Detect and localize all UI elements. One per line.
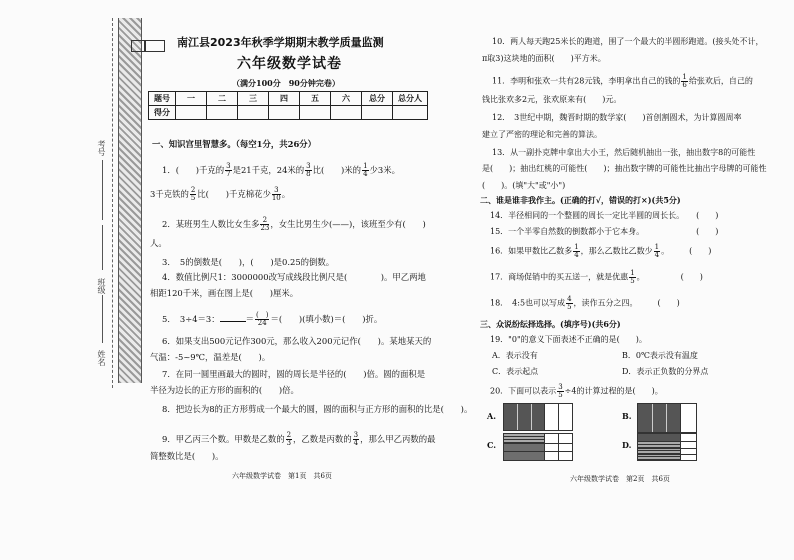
question-13-cont: 是( )；抽出红桃的可能性( )；抽出数字牌的可能性比抽出字母牌的可能性 (482, 164, 767, 173)
fraction: $\frac{4}{5}$ (567, 295, 572, 311)
score-table (148, 91, 428, 120)
score-cell[interactable] (300, 106, 331, 120)
fraction: $\frac{3}{8}$ (306, 162, 311, 178)
question-15: 15．一个半零自然数的倒数都小于它本身。 ( ) (490, 227, 719, 236)
divider (638, 448, 696, 449)
binding-strip (118, 18, 142, 383)
question-7-cont: 半径为边长的正方形的面积的( )倍。 (150, 385, 299, 395)
score-header-cell: 二 (207, 92, 238, 106)
text: 3千克铁的 (150, 189, 189, 199)
option-d-label[interactable]: D. (622, 440, 632, 450)
question-10-cont: π取3)这块地的面积( )平方米。 (482, 54, 606, 63)
corner-box (145, 40, 165, 52)
question-13-cont2: ( )。(填"大"或"小") (482, 181, 566, 190)
score-cell[interactable] (362, 106, 393, 120)
question-7: 7．在同一圆里画最大的圆时，圆的周长是半径的( )倍。圆的面积是 (162, 369, 426, 379)
score-cell[interactable] (176, 106, 207, 120)
binding-label-class: 班级 (97, 278, 106, 294)
text: 。 ( ) (661, 246, 712, 256)
divider (680, 434, 681, 460)
exam-title: 南江县2023年秋季学期期末教学质量监测 (177, 36, 384, 49)
divider (680, 404, 681, 432)
option-19b[interactable]: B．0℃表示没有温度 (622, 351, 698, 360)
text: 20．下面可以表示 (490, 386, 557, 396)
text: 比( )米的 (312, 165, 362, 175)
section-3-heading: 三、众说纷纭择选择。(填序号)(共6分) (480, 319, 621, 329)
fraction: $\frac{3}{7}$ (226, 162, 231, 178)
question-11-cont: 钱比张欢多2元，张欢原来有( )元。 (482, 95, 622, 104)
fraction: $\frac{3}{4}$ (353, 431, 359, 447)
score-cell[interactable] (207, 106, 238, 120)
score-header-cell: 三 (238, 92, 269, 106)
score-cell[interactable] (238, 106, 269, 120)
question-16 (490, 244, 711, 259)
fraction: $\frac{2}{3}$ (286, 431, 292, 447)
fraction: $\frac{( )}{24}$ (256, 311, 269, 327)
fraction: $\frac{2}{5}$ (190, 186, 196, 202)
text: 。 ( ) (636, 272, 703, 282)
fraction: $\frac{1}{4}$ (574, 243, 579, 259)
fraction: $\frac{1}{5}$ (630, 269, 635, 285)
text: ，读作五分之四。 ( ) (573, 298, 680, 308)
divider (652, 404, 653, 432)
question-1 (162, 163, 400, 178)
divider (517, 404, 518, 430)
option-a-diagram[interactable] (503, 403, 573, 431)
text: ＝( )(填小数)＝( )折。 (270, 314, 383, 324)
question-2-cont: 人。 (150, 238, 167, 248)
shade (638, 441, 680, 460)
question-4-cont: 相距120千米，画在图上是( )厘米。 (150, 288, 299, 298)
text: 少3米。 (369, 165, 400, 175)
option-b-diagram[interactable] (637, 403, 697, 433)
exam-subtitle: 六年级数学试卷 (237, 56, 342, 72)
text: ，乙数是丙数的 (293, 434, 352, 444)
option-b-label[interactable]: B. (622, 411, 632, 421)
score-header-cell: 总分 (362, 92, 393, 106)
section-1-heading: 一、知识宫里智慧多。（每空1分，共26分） (152, 139, 317, 149)
question-4: 4．数值比例尺1：3000000改写成线段比例尺是( )。甲乙两地 (162, 272, 426, 282)
score-header-cell: 六 (331, 92, 362, 106)
score-header-cell: 题号 (149, 92, 176, 106)
text: 。 (281, 189, 291, 199)
section-2-heading: 二、谁是谁非我作主。(正确的打√，错误的打×)(共5分) (480, 195, 681, 205)
fraction: $\frac{3}{5}$ (558, 383, 563, 399)
divider (544, 404, 545, 430)
question-20 (490, 384, 663, 399)
text: 5． 3÷4＝3： (162, 314, 220, 324)
shade (504, 404, 544, 430)
question-18 (490, 296, 680, 311)
question-17 (490, 270, 703, 285)
question-10: 10．两人每天跑25米长的跑道，围了一个最大的半圆形跑道。(接头处不计， (492, 37, 764, 46)
shade (638, 434, 680, 441)
binding-label-name: 姓名 (97, 350, 106, 366)
question-11 (492, 74, 753, 89)
score-note: （满分100分 90分钟完卷） (232, 78, 340, 88)
question-3: 3． 5的倒数是( )，( )是0.25的倒数。 (162, 257, 335, 267)
text: ，那么乙数比乙数少 (580, 246, 653, 256)
text: 17．商场促销中的买五送一，就是优惠 (490, 272, 629, 282)
divider (558, 434, 559, 460)
question-8: 8．把边长为8的正方形剪成一个最大的圆，圆的面积与正方形的面积的比是( )。 (162, 404, 473, 414)
corner-box-2 (131, 40, 145, 52)
fold-line (112, 18, 113, 388)
page-footer-left: 六年级数学试卷 第1页 共6页 (232, 472, 332, 480)
text: 2．某班男生人数比女生多 (162, 219, 260, 229)
question-19: 19．"0"的意义下面表述不正确的是( )。 (490, 335, 647, 344)
binding-label-number: 考号 (97, 140, 106, 156)
score-cell[interactable] (269, 106, 300, 120)
question-1-cont (150, 187, 290, 202)
divider (558, 404, 559, 430)
text: ÷4的计算过程的是( )。 (564, 386, 663, 396)
fraction: $\frac{2}{23}$ (260, 216, 270, 232)
divider (544, 434, 545, 460)
divider (666, 404, 667, 432)
text: 是21千克，24米的 (232, 165, 305, 175)
question-9-cont: 简整数比是( )。 (150, 451, 224, 461)
question-6-cont: 气温：-5~9℃，温差是( )。 (150, 352, 271, 362)
question-12-cont: 建立了严密的理论和完善的算法。 (482, 130, 602, 139)
score-row-label: 得分 (149, 106, 176, 120)
text: 16．如果甲数比乙数多 (490, 246, 573, 256)
fraction: $\frac{1}{4}$ (654, 243, 660, 259)
option-a-label[interactable]: A. (487, 411, 496, 421)
text: 比( )千克棉花少 (197, 189, 271, 199)
question-9 (162, 432, 436, 447)
score-cell[interactable] (331, 106, 362, 120)
question-6: 6．如果支出500元记作300元，那么收入200元记作( )。某地某天的 (162, 336, 432, 346)
page-footer-right: 六年级数学试卷 第2页 共6页 (570, 475, 670, 483)
fraction: $\frac{3}{10}$ (271, 186, 281, 202)
score-cell[interactable] (393, 106, 428, 120)
divider (504, 451, 572, 452)
option-19a[interactable]: A．表示没有 (492, 351, 538, 360)
text: ，女生比男生少(——)，该班至少有( ) (270, 219, 426, 229)
option-d-diagram[interactable] (637, 433, 697, 461)
text: 18． 4:5也可以写成 (490, 298, 566, 308)
option-c-diagram[interactable] (503, 433, 573, 461)
shade (504, 434, 544, 443)
fraction: $\frac{1}{6}$ (682, 73, 687, 89)
text: 11．李明和张欢一共有28元钱，李明拿出自己的钱的 (492, 76, 681, 86)
text: ＝ (245, 314, 255, 324)
score-header-cell: 五 (300, 92, 331, 106)
score-header-cell: 四 (269, 92, 300, 106)
divider (504, 443, 572, 444)
text: 给张欢后，自己的 (688, 76, 753, 86)
question-5 (162, 312, 382, 327)
binding-line (102, 295, 103, 343)
binding-line (102, 160, 103, 220)
option-c-label[interactable]: C. (487, 440, 497, 450)
score-header-cell: 总分人 (393, 92, 428, 106)
question-14: 14．半径相同的一个整圆的周长一定比半圆的周长长。 ( ) (490, 211, 719, 220)
binding-line (102, 225, 103, 270)
question-12: 12． 3世纪中期，魏晋时期的数学家( )首创割圆术，为计算圆周率 (492, 113, 742, 122)
text: ，那么甲乙丙数的最 (360, 434, 436, 444)
option-19d[interactable]: D．表示正负数的分界点 (622, 367, 709, 376)
text: 9．甲乙丙三个数。甲数是乙数的 (162, 434, 285, 444)
question-13: 13．从一副扑克牌中拿出大小王，然后随机抽出一张，抽出数字8的可能性 (492, 148, 756, 157)
divider (638, 454, 696, 455)
divider (638, 441, 696, 442)
fraction: $\frac{1}{4}$ (363, 162, 368, 178)
text: 1．( )千克的 (162, 165, 225, 175)
score-header-cell: 一 (176, 92, 207, 106)
option-19c[interactable]: C．表示起点 (492, 367, 539, 376)
question-2 (162, 217, 426, 232)
divider (531, 404, 532, 430)
shade (638, 404, 680, 432)
